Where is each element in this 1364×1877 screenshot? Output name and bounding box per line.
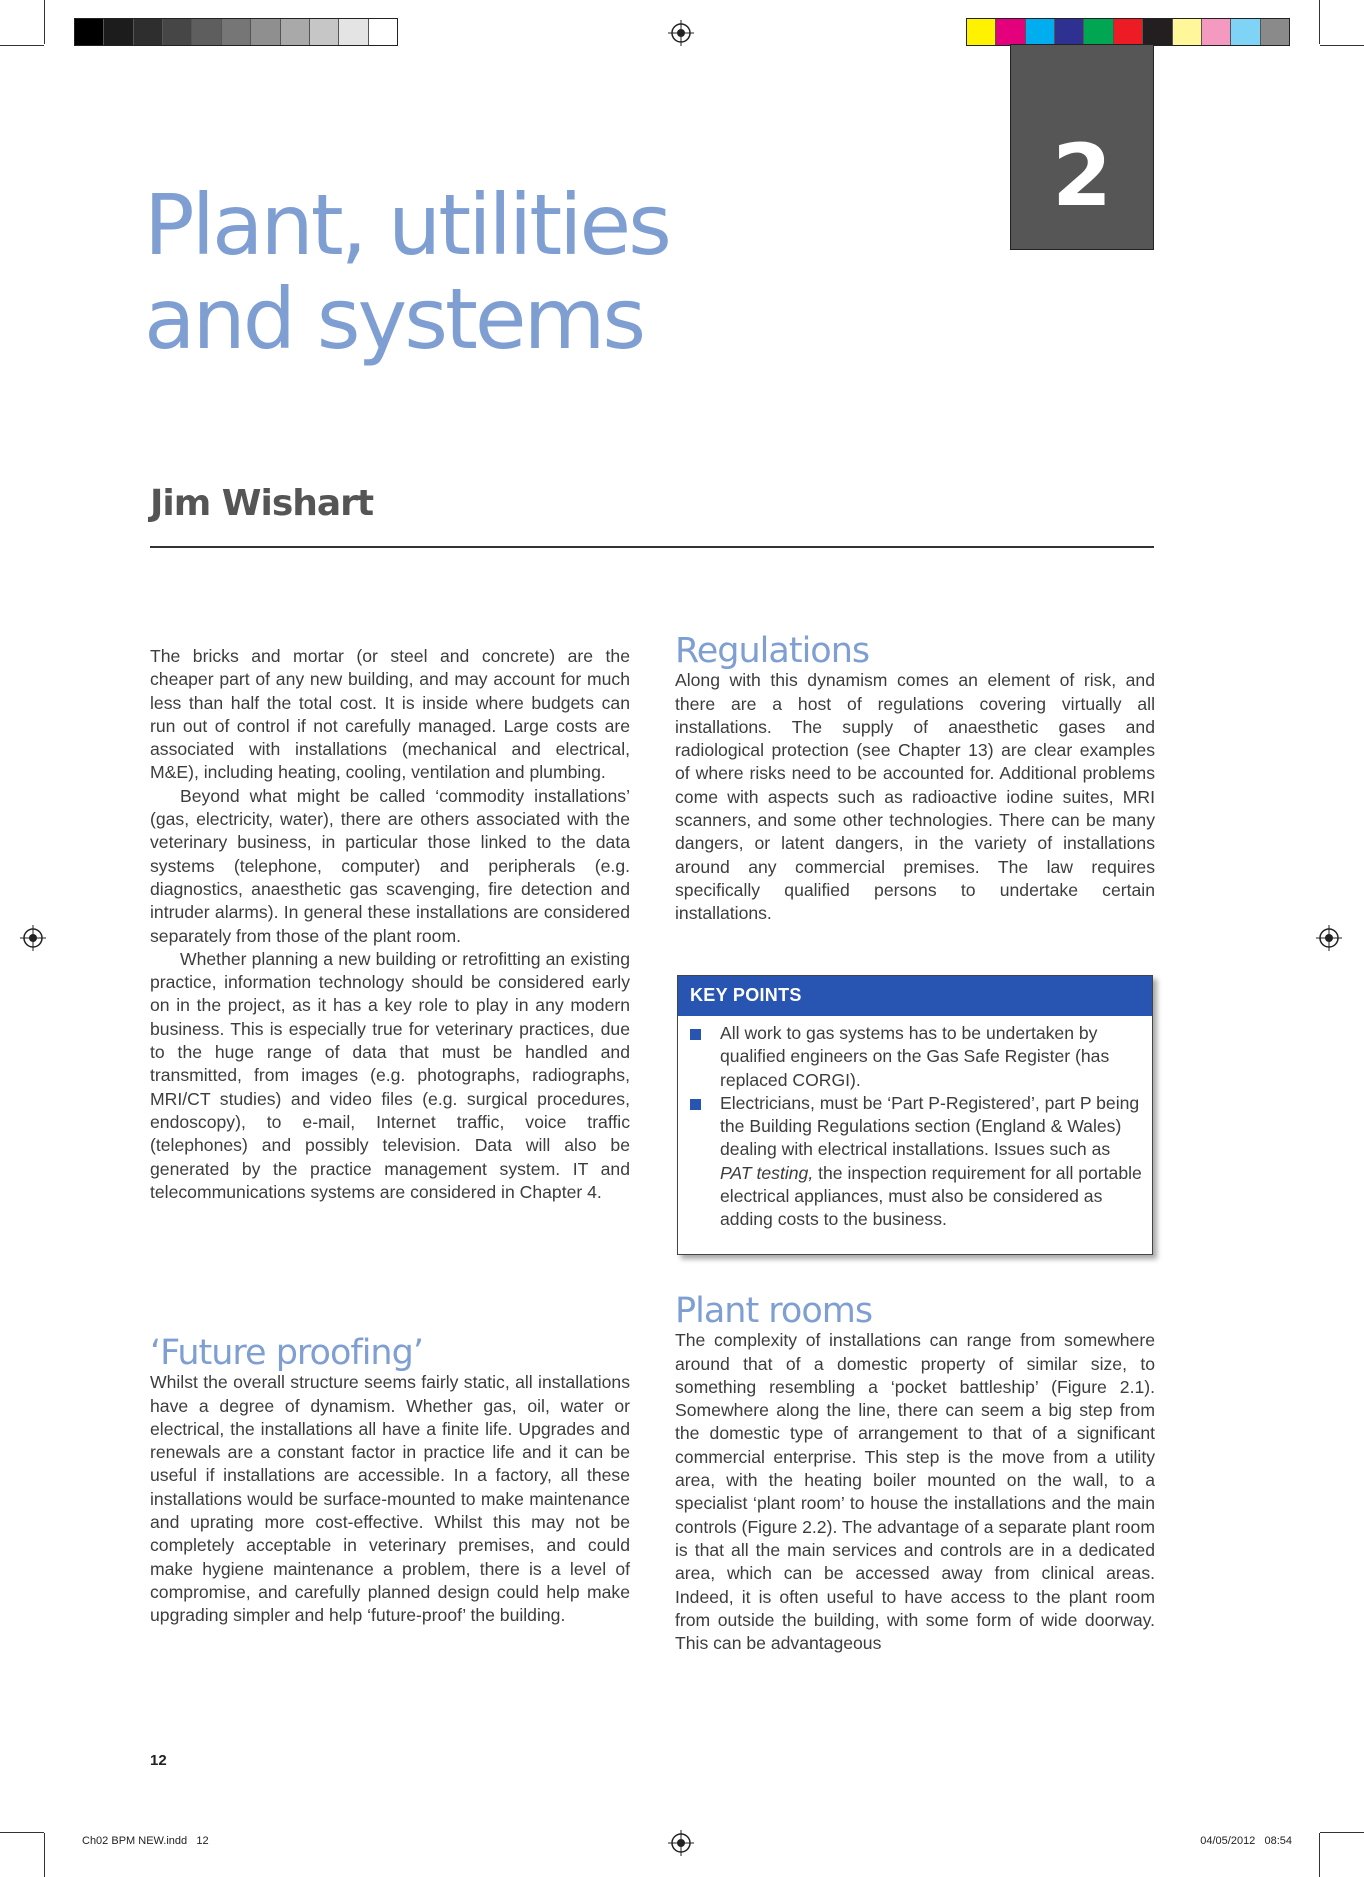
color-swatch: [134, 19, 163, 45]
body-paragraph: Whilst the overall structure seems fairly static, all installations have a degree of dynamism. Whether gas, oil, water or electrical, the installations all have a finite life. Upgrades and renewals are a constant factor in practice life and it can be useful if installations are accessible. In a factory, all these installations would be surface-mounted to make maintenance and uprating more cost-effective. Whilst this may not be completely acceptable in veterinary premises, and could make hygiene maintenance a problem, there is a level of compromise, and carefully planned design could help make upgrading simpler and help ‘future-proof’ the building.: [150, 1372, 630, 1626]
chapter-title-line: Plant, utilities: [144, 176, 669, 274]
registration-mark-icon: [668, 20, 694, 46]
author-name: Jim Wishart: [150, 483, 374, 524]
registration-mark-icon: [668, 1830, 694, 1856]
color-swatch: [1055, 19, 1084, 45]
color-swatch: [310, 19, 339, 45]
color-swatch: [1202, 19, 1231, 45]
plant-rooms-section: [675, 1291, 1155, 1655]
section-heading: ‘Future proofing’: [150, 1333, 423, 1373]
list-item: [690, 1022, 1142, 1092]
body-paragraph: The complexity of installations can range from somewhere around that of a domestic property of similar size, to something resembling a ‘pocket battleship’ (Figure 2.1). Somewhere along the line, there can seem a big step from the domestic type of arrangement to that of a significant commercial enterprise. This step is the move from a utility area, with the heating boiler mounted on the wall, to a specialist ‘plant room’ to house the installations and the main controls (Figure 2.2). The advantage of a separate plant room is that all the main services and controls are in a dedicated area, which can be accessed away from clinical areas. Indeed, it is often useful to have access to the plant room from outside the building, with some form of wide doorway. This can be advantageous: [675, 1330, 1155, 1654]
key-point-text: Electricians, must be ‘Part P-Registered’, part P being the Building Regulations section (England & Wales) dealing with electrical installations. Issues such as: [720, 1092, 1140, 1160]
crop-mark: [0, 45, 44, 46]
color-swatch: [251, 19, 280, 45]
body-paragraph: Beyond what might be called ‘commodity installations’ (gas, electricity, water), there are others associated with the veterinary business, in particular those linked to the data systems (telephone, computer) and peripherals (e.g. diagnostics, anaesthetic gas scavenging, fire detection and intruder alarms). In general these installations are considered separately from those of the plant room.: [150, 785, 630, 946]
color-swatch: [1114, 19, 1143, 45]
color-swatch: [75, 19, 104, 45]
regulations-section: [675, 631, 1155, 926]
key-points-box: [677, 975, 1153, 1255]
color-swatch: [967, 19, 996, 45]
crop-mark: [1319, 1833, 1320, 1877]
color-swatch: [192, 19, 221, 45]
section-heading: Regulations: [675, 631, 870, 671]
list-item: [690, 1092, 1142, 1232]
crop-mark: [1319, 0, 1320, 44]
grayscale-calibration-bar: [74, 18, 398, 46]
color-swatch: [1143, 19, 1172, 45]
crop-mark: [1320, 45, 1364, 46]
color-calibration-bar: [966, 18, 1290, 46]
registration-mark-icon: [20, 925, 46, 951]
key-point-text: All work to gas systems has to be undertaken by qualified engineers on the Gas Safe Register (has replaced CORGI).: [720, 1023, 1110, 1090]
color-swatch: [996, 19, 1025, 45]
key-points-heading: KEY POINTS: [678, 976, 1152, 1016]
square-bullet-icon: [690, 1029, 701, 1040]
title-divider: [150, 546, 1154, 548]
color-swatch: [222, 19, 251, 45]
key-point-text: the inspection requirement for all portable electrical appliances, must also be considered as adding costs to the business.: [720, 1162, 1142, 1230]
color-swatch: [339, 19, 368, 45]
crop-mark: [0, 1832, 44, 1833]
body-paragraph: The bricks and mortar (or steel and concrete) are the cheaper part of any new building, and may account for much less than half the total cost. It is inside where budgets can run out of control if not carefully managed. Large costs are associated with installations (mechanical and electrical, M&E), including heating, cooling, ventilation and plumbing.: [150, 646, 630, 783]
color-swatch: [1026, 19, 1055, 45]
slug-filename: Ch02 BPM NEW.indd 12: [82, 1835, 209, 1847]
color-swatch: [1173, 19, 1202, 45]
chapter-title: [144, 178, 864, 366]
slug-timestamp: 04/05/2012 08:54: [1200, 1835, 1292, 1847]
future-proofing-section: [150, 1333, 630, 1628]
left-column: [150, 645, 630, 1204]
color-swatch: [1231, 19, 1260, 45]
chapter-number-tab: [1010, 44, 1154, 250]
color-swatch: [281, 19, 310, 45]
crop-mark: [1320, 1832, 1364, 1833]
color-swatch: [163, 19, 192, 45]
crop-mark: [44, 0, 45, 44]
key-point-emphasis: PAT testing,: [720, 1162, 814, 1183]
square-bullet-icon: [690, 1099, 701, 1110]
chapter-title-line: and systems: [144, 270, 644, 368]
color-swatch: [104, 19, 133, 45]
crop-mark: [44, 1833, 45, 1877]
section-heading: Plant rooms: [675, 1291, 873, 1331]
color-swatch: [1084, 19, 1113, 45]
chapter-number: 2: [1052, 126, 1112, 226]
page-number: 12: [150, 1752, 167, 1769]
key-points-list: [678, 1016, 1152, 1232]
registration-mark-icon: [1316, 925, 1342, 951]
body-paragraph: Along with this dynamism comes an element of risk, and there are a host of regulations covering virtually all installations. The supply of anaesthetic gases and radiological protection (see Chapter 13) are clear examples of where risks need to be accounted for. Additional problems come with aspects such as radioactive iodine suites, MRI scanners, and some other technologies. There can be many dangers, or latent dangers, in the variety of installations around any commercial premises. The law requires specifically qualified persons to undertake certain installations.: [675, 670, 1155, 924]
color-swatch: [369, 19, 397, 45]
color-swatch: [1261, 19, 1289, 45]
body-paragraph: Whether planning a new building or retrofitting an existing practice, information technology should be considered early on in the project, as it has a key role to play in any modern business. This is especially true for veterinary practices, due to the huge range of data that must be handled and transmitted, from images (e.g. photographs, radiographs, MRI/CT studies) and video files (e.g. surgical procedures, endoscopy), to e-mail, Internet traffic, voice traffic (telephones) and possibly television. Data will also be generated by the practice management system. IT and telecommunications systems are considered in Chapter 4.: [150, 948, 630, 1202]
